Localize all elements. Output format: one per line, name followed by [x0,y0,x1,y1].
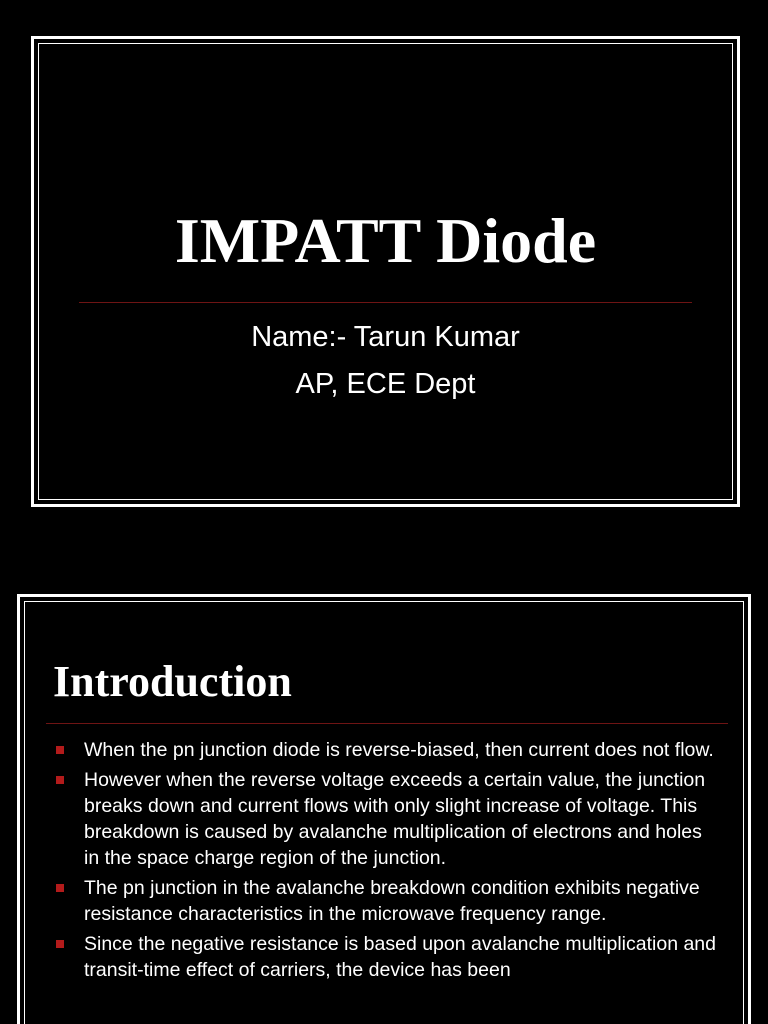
square-bullet-icon [56,940,64,948]
square-bullet-icon [56,884,64,892]
bullet-text: When the pn junction diode is reverse-biased, then current does not flow. [84,739,714,761]
bullet-text: Since the negative resistance is based upon avalanche multiplication and transit-time effect of carriers, the device has been [84,933,716,981]
list-item [56,875,722,927]
author-name: Name:- Tarun Kumar [251,321,520,353]
bullet-list [56,737,722,987]
list-item [56,737,722,763]
title-divider [79,302,692,303]
list-item [56,931,722,983]
title-divider [46,723,728,724]
square-bullet-icon [56,746,64,754]
author-department: AP, ECE Dept [295,368,476,400]
list-item [56,767,722,871]
introduction-slide [17,594,751,1024]
bullet-text: The pn junction in the avalanche breakdown condition exhibits negative resistance characteristics in the microwave frequency range. [84,877,700,925]
slide-title: IMPATT Diode [174,205,597,276]
title-slide [31,36,740,507]
square-bullet-icon [56,776,64,784]
slide-title: Introduction [53,657,292,706]
bullet-text: However when the reverse voltage exceeds a certain value, the junction breaks down and current flows with only slight increase of voltage. This breakdown is caused by avalanche multiplication of electrons and holes in the space charge region of the junction. [84,769,706,869]
